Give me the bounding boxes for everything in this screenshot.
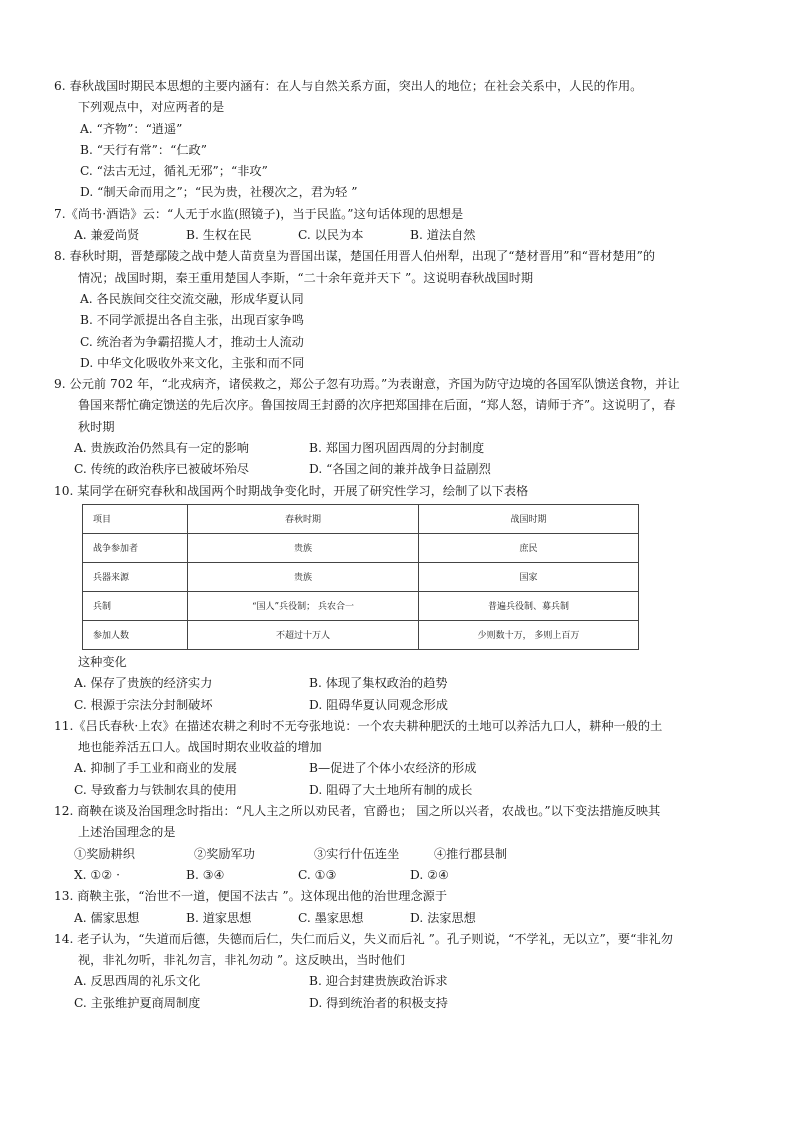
question-12-stem-line-2: 上述治国理念的是 xyxy=(78,825,176,840)
question-11-stem-line-2: 地也能养活五口人。战国时期农业收益的增加 xyxy=(78,740,322,755)
question-8-option-b[interactable]: B. 不同学派提出各自主张，出现百家争鸣 xyxy=(80,313,304,328)
table-row xyxy=(83,533,639,562)
question-10-option-c[interactable]: C. 根源于宗法分封制破坏 xyxy=(74,697,213,712)
table-header-cell: 春秋时期 xyxy=(188,504,419,533)
question-8-option-a[interactable]: A. 各民族间交往交流交融，形成华夏认同 xyxy=(80,291,304,306)
table-header-cell: 战国时期 xyxy=(419,504,639,533)
question-11-options-row-2 xyxy=(54,780,744,801)
question-13 xyxy=(54,886,744,929)
question-8-option-d[interactable]: D. 中华文化吸收外来文化，主张和而不同 xyxy=(80,355,305,370)
question-14-options-row-2 xyxy=(54,993,744,1014)
table-cell: “国人”兵役制； 兵农合一 xyxy=(188,591,419,620)
question-7-option-c[interactable]: C. 以民为本 xyxy=(298,228,364,243)
table-row xyxy=(83,591,639,620)
question-10-option-d[interactable]: D. 阻碍华夏认同观念形成 xyxy=(309,697,448,712)
question-13-option-d[interactable]: D. 法家思想 xyxy=(410,910,476,925)
question-12-option-d[interactable]: D. ②④ xyxy=(410,867,449,882)
question-14-option-c[interactable]: C. 主张维护夏商周制度 xyxy=(74,995,201,1010)
question-14-option-b[interactable]: B. 迎合封建贵族政治诉求 xyxy=(309,974,448,989)
question-13-stem: 13. 商鞅主张，“治世不一道，便国不法古 ”。这体现出他的治世理念源于 xyxy=(54,889,448,904)
question-8-option-c[interactable]: C. 统治者为争霸招揽人才，推动士人流动 xyxy=(80,334,304,349)
table-cell: 普遍兵役制、募兵制 xyxy=(419,591,639,620)
table-row xyxy=(83,620,639,649)
table-cell: 庶民 xyxy=(419,533,639,562)
table-cell: 少则数十万， 多则上百万 xyxy=(419,620,639,649)
table-header-cell: 项目 xyxy=(83,504,188,533)
question-11-options-row-1 xyxy=(54,758,744,779)
question-9-option-b[interactable]: B. 郑国力图巩固西周的分封制度 xyxy=(309,441,485,456)
question-13-option-a[interactable]: A. 儒家思想 xyxy=(74,910,140,925)
question-11 xyxy=(54,716,744,801)
question-9-options-row-2 xyxy=(54,459,744,480)
question-13-option-c[interactable]: C. 墨家思想 xyxy=(298,910,364,925)
question-12-statement: ②奖励军功 xyxy=(194,846,255,861)
table-cell: 参加人数 xyxy=(83,620,188,649)
exam-page xyxy=(54,76,744,1014)
question-7-options xyxy=(54,225,744,246)
question-7-option-d[interactable]: B. 道法自然 xyxy=(410,228,476,243)
question-10-options-row-2 xyxy=(54,695,744,716)
table-cell: 国家 xyxy=(419,562,639,591)
question-6-option-c[interactable]: C. “法古无过，循礼无邪”；“非攻” xyxy=(80,164,268,179)
question-6-option-d[interactable]: D. “制天命而用之”；“民为贵，社稷次之，君为轻 ” xyxy=(80,185,358,200)
question-6 xyxy=(54,76,744,204)
question-11-option-b[interactable]: B—促进了个体小农经济的形成 xyxy=(309,761,477,776)
question-9-stem-line-3: 秋时期 xyxy=(78,419,115,434)
table-header-row xyxy=(83,504,639,533)
question-12-statements xyxy=(54,844,744,865)
question-12-option-c[interactable]: C. ①③ xyxy=(298,867,337,882)
question-12-statement: ①奖励耕织 xyxy=(74,846,135,861)
question-6-option-b[interactable]: B. “天行有常”：“仁政” xyxy=(80,142,207,157)
question-7-option-b[interactable]: B. 生权在民 xyxy=(186,228,252,243)
table-cell: 贵族 xyxy=(188,562,419,591)
question-9-option-d[interactable]: D. “各国之间的兼并战争日益剧烈 xyxy=(309,462,491,477)
war-comparison-table xyxy=(82,504,639,650)
question-14 xyxy=(54,929,744,1014)
question-11-stem-line-1: 11.《吕氏春秋·上农》在描述农耕之利时不无夸张地说：一个农夫耕种肥沃的土地可以养活九口人，耕种一般的土 xyxy=(54,718,663,733)
question-12-statement: ③实行什伍连坐 xyxy=(314,846,400,861)
question-6-option-a[interactable]: A. “齐物”：“逍遥” xyxy=(80,121,183,136)
question-10-options-row-1 xyxy=(54,673,744,694)
question-9-stem-line-2: 鲁国来帮忙确定馈送的先后次序。鲁国按周王封爵的次序把郑国排在后面，“郑人怒，请师于齐”。这说明了，春 xyxy=(78,398,676,413)
question-7-option-a[interactable]: A. 兼爱尚贤 xyxy=(74,228,140,243)
question-9-stem-line-1: 9. 公元前 702 年，“北戎病齐，诸侯救之，郑公子忽有功焉。”为表谢意，齐国为防守边境的各国军队馈送食物，并让 xyxy=(54,377,680,392)
table-row xyxy=(83,562,639,591)
question-12-options xyxy=(54,865,744,886)
question-14-stem-line-1: 14. 老子认为，“失道而后德，失德而后仁，失仁而后义，失义而后礼 ”。孔子则说，“不学礼，无以立”，要“非礼勿 xyxy=(54,931,673,946)
question-14-option-a[interactable]: A. 反思西周的礼乐文化 xyxy=(74,974,201,989)
question-11-option-a[interactable]: A. 抑制了手工业和商业的发展 xyxy=(74,761,237,776)
question-10-option-b[interactable]: B. 体现了集权政治的趋势 xyxy=(309,676,448,691)
question-9 xyxy=(54,374,744,480)
question-9-options-row-1 xyxy=(54,438,744,459)
table-cell: 兵器来源 xyxy=(83,562,188,591)
question-8-stem-line-1: 8. 春秋时期，晋楚鄢陵之战中楚人苗贲皇为晋国出谋，楚国任用晋人伯州犁，出现了“楚材晋用”和“晋材楚用”的 xyxy=(54,249,656,264)
question-12-stem-line-1: 12. 商鞅在谈及治国理念时指出：“凡人主之所以劝民者，官爵也； 国之所以兴者，农战也。”以下变法措施反映其 xyxy=(54,804,661,819)
question-11-option-c[interactable]: C. 导致畜力与铁制农具的使用 xyxy=(74,782,237,797)
question-11-option-d[interactable]: D. 阻碍了大土地所有制的成长 xyxy=(309,782,473,797)
question-9-option-c[interactable]: C. 传统的政治秩序已被破坏殆尽 xyxy=(74,462,250,477)
question-6-stem-line-2: 下列观点中，对应两者的是 xyxy=(78,100,225,115)
question-12-statement: ④推行郡县制 xyxy=(434,846,508,861)
table-cell: 贵族 xyxy=(188,533,419,562)
question-8-stem-line-2: 情况；战国时期，秦王重用楚国人李斯，“二十余年竟并天下 ”。这说明春秋战国时期 xyxy=(78,270,534,285)
question-8 xyxy=(54,246,744,374)
question-6-stem-line-1: 6. 春秋战国时期民本思想的主要内涵有：在人与自然关系方面，突出人的地位；在社会关系中，人民的作用。 xyxy=(54,79,643,93)
question-13-options xyxy=(54,908,744,929)
table-cell: 不超过十万人 xyxy=(188,620,419,649)
question-10-option-a[interactable]: A. 保存了贵族的经济实力 xyxy=(74,676,213,691)
question-12 xyxy=(54,801,744,886)
question-12-option-a[interactable]: X. ①② · xyxy=(74,867,121,882)
table-cell: 战争参加者 xyxy=(83,533,188,562)
question-9-option-a[interactable]: A. 贵族政治仍然具有一定的影响 xyxy=(74,441,249,456)
question-14-options-row-1 xyxy=(54,971,744,992)
question-14-stem-line-2: 视，非礼勿听，非礼勿言，非礼勿动 ”。这反映出，当时他们 xyxy=(78,953,405,968)
question-10-stem-line-1: 10. 某同学在研究春秋和战国两个时期战争变化时，开展了研究性学习，绘制了以下表格 xyxy=(54,483,529,498)
table-cell: 兵制 xyxy=(83,591,188,620)
question-7-stem: 7.《尚书·酒诰》云：“人无于水监(照镜子)，当于民监。”这句话体现的思想是 xyxy=(54,206,464,221)
question-10 xyxy=(54,481,744,716)
question-13-option-b[interactable]: B. 道家思想 xyxy=(186,910,252,925)
question-12-option-b[interactable]: B. ③④ xyxy=(186,867,225,882)
question-10-stem-line-2: 这种变化 xyxy=(78,654,127,669)
question-14-option-d[interactable]: D. 得到统治者的积极支持 xyxy=(309,995,448,1010)
question-7 xyxy=(54,204,744,247)
